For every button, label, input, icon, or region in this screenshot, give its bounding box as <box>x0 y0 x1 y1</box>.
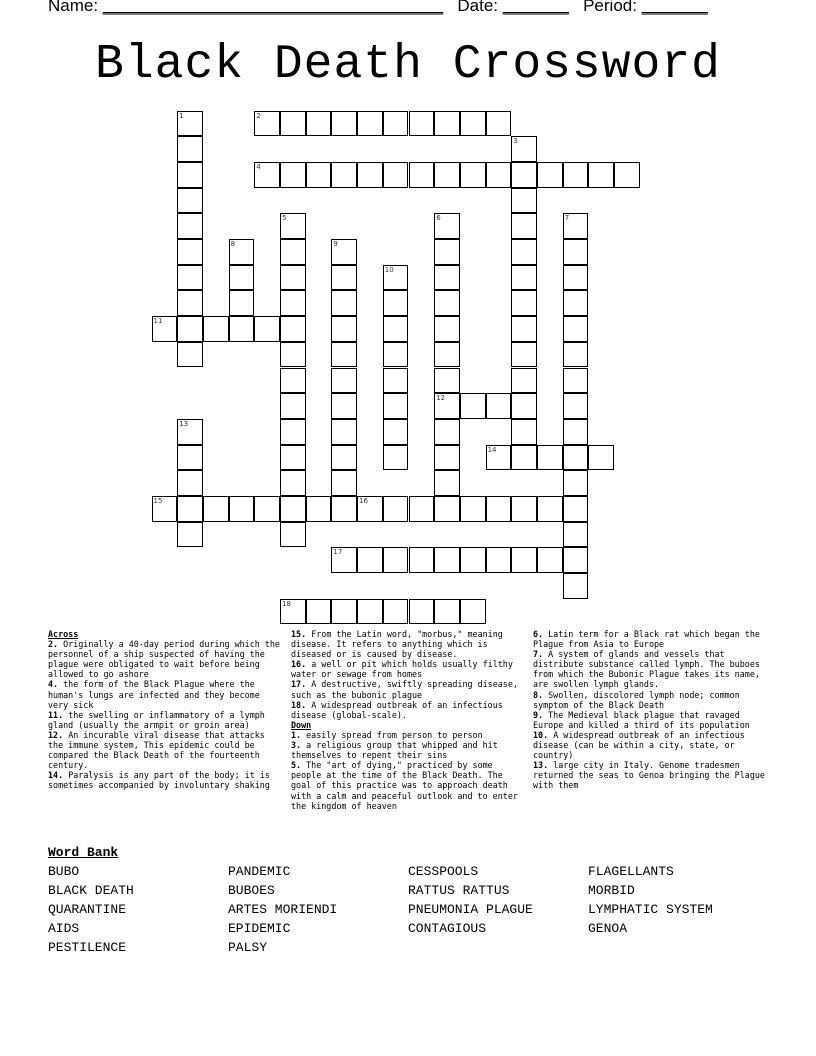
crossword-cell[interactable] <box>280 393 306 419</box>
crossword-cell[interactable] <box>331 111 357 137</box>
crossword-cell[interactable] <box>177 162 203 188</box>
crossword-cell[interactable] <box>409 162 435 188</box>
crossword-cell[interactable] <box>537 547 563 573</box>
crossword-cell[interactable] <box>588 445 614 471</box>
crossword-cell[interactable] <box>511 188 537 214</box>
clue-number: 13. <box>533 760 549 771</box>
crossword-cell[interactable] <box>511 290 537 316</box>
crossword-cell[interactable] <box>331 265 357 291</box>
crossword-cell[interactable] <box>434 599 460 625</box>
cell-number: 5 <box>282 214 287 223</box>
crossword-cell[interactable] <box>563 547 589 573</box>
word-bank-item: ARTES MORIENDI <box>228 902 338 917</box>
crossword-cell[interactable] <box>254 496 280 522</box>
crossword-cell[interactable] <box>280 470 306 496</box>
crossword-cell[interactable] <box>486 162 512 188</box>
crossword-cell[interactable] <box>331 419 357 445</box>
clue-number: 11. <box>48 709 64 720</box>
crossword-cell[interactable] <box>460 496 486 522</box>
across-heading: Across <box>48 629 79 639</box>
clue-across-18 <box>291 700 523 720</box>
crossword-cell[interactable] <box>434 290 460 316</box>
crossword-cell[interactable] <box>563 522 589 548</box>
clue-text: Originally a 40-day period during which the personnel of a ship suspected of having the plague were obligated to wait before being allowed to go ashore <box>48 639 280 680</box>
cell-number: 7 <box>564 214 570 223</box>
clue-text: A destructive, swiftly spreading disease, such as the bubonic plague <box>291 679 518 700</box>
crossword-cell[interactable] <box>254 162 280 188</box>
crossword-cell[interactable] <box>383 547 409 573</box>
cell-number: 8 <box>230 240 236 248</box>
page-title: Black Death Crossword <box>95 38 721 92</box>
crossword-cell[interactable] <box>434 239 460 265</box>
clue-number: 12. <box>48 729 64 740</box>
crossword-cell[interactable] <box>460 111 486 137</box>
clue-number: 9. <box>533 709 544 720</box>
crossword-cell[interactable] <box>563 419 589 445</box>
word-bank-item: QUARANTINE <box>48 902 127 917</box>
word-bank-item: PALSY <box>228 940 268 955</box>
crossword-cell[interactable] <box>177 188 203 214</box>
word-bank-item: BUBO <box>48 864 80 879</box>
crossword-cell[interactable] <box>383 316 409 342</box>
clue-text: a well or pit which holds usually filthy water or sewage from homes <box>291 659 513 680</box>
crossword-cell[interactable] <box>409 547 435 573</box>
cell-number: 6 <box>436 214 441 223</box>
cell-number: 10 <box>384 265 394 274</box>
clue-down-5 <box>291 760 523 810</box>
crossword-cell[interactable] <box>563 316 589 342</box>
crossword-cell[interactable] <box>511 393 537 419</box>
clue-text: easily spread from person to person <box>306 729 483 740</box>
crossword-cell[interactable] <box>511 162 537 188</box>
crossword-cell[interactable] <box>563 239 589 265</box>
clues-column-3 <box>533 629 768 791</box>
crossword-cell[interactable] <box>177 265 203 291</box>
crossword-cell[interactable] <box>331 162 357 188</box>
crossword-cell[interactable] <box>383 162 409 188</box>
crossword-cell[interactable] <box>460 547 486 573</box>
crossword-cell[interactable] <box>254 111 280 137</box>
crossword-cell[interactable] <box>177 111 203 137</box>
crossword-cell[interactable] <box>280 316 306 342</box>
crossword-cell[interactable] <box>486 445 512 471</box>
clue-text: A system of glands and vessels that distribute substance called lymph. The buboes from which the Bubonic Plague takes its name, are swollen lymph glands. <box>533 649 760 690</box>
crossword-cell[interactable] <box>563 573 589 599</box>
crossword-cell[interactable] <box>331 316 357 342</box>
cell-number: 1 <box>179 111 184 120</box>
crossword-cell[interactable] <box>511 445 537 471</box>
crossword-cell[interactable] <box>511 136 537 162</box>
crossword-cell[interactable] <box>563 265 589 291</box>
cell-number: 14 <box>487 445 497 454</box>
crossword-cell[interactable] <box>486 496 512 522</box>
cell-number: 2 <box>256 111 261 120</box>
clue-number: 1. <box>291 729 302 740</box>
down-heading: Down <box>291 719 312 730</box>
word-bank-item: PNEUMONIA PLAGUE <box>408 902 533 917</box>
clue-text: the form of the Black Plague where the human's lungs are infected and they become very sick <box>48 679 260 710</box>
crossword-cell[interactable] <box>229 290 255 316</box>
clues-column-1 <box>48 629 280 791</box>
crossword-cell[interactable] <box>177 316 203 342</box>
crossword-cell[interactable] <box>331 445 357 471</box>
clue-number: 14. <box>48 770 64 781</box>
clue-across-4 <box>48 679 280 709</box>
crossword-cell[interactable] <box>511 316 537 342</box>
crossword-cell[interactable] <box>177 342 203 368</box>
crossword-cell[interactable] <box>177 470 203 496</box>
cell-number: 15 <box>153 497 163 505</box>
clue-text: The "art of dying," practiced by some people at the time of the Black Death. The goal of this practice was to approach death with a calm and peaceful outlook and to enter the kingdom of heaven <box>291 760 518 811</box>
crossword-cell[interactable] <box>434 316 460 342</box>
crossword-cell[interactable] <box>357 162 383 188</box>
clue-number: 2. <box>48 639 59 650</box>
cell-number: 17 <box>333 548 343 557</box>
crossword-cell[interactable] <box>511 419 537 445</box>
crossword-cell[interactable] <box>511 213 537 239</box>
cell-number: 4 <box>256 162 261 171</box>
crossword-cell[interactable] <box>357 111 383 137</box>
crossword-cell[interactable] <box>203 496 229 522</box>
crossword-cell[interactable] <box>434 393 460 419</box>
crossword-cell[interactable] <box>537 162 563 188</box>
word-bank-item: FLAGELLANTS <box>588 864 674 879</box>
crossword-cell[interactable] <box>434 342 460 368</box>
crossword-cell[interactable] <box>280 290 306 316</box>
word-bank-item: BUBOES <box>228 883 275 898</box>
cell-number: 11 <box>153 317 163 326</box>
clue-number: 15. <box>291 629 307 639</box>
crossword-cell[interactable] <box>434 368 460 394</box>
cell-number: 16 <box>359 497 369 505</box>
crossword-cell[interactable] <box>383 290 409 316</box>
crossword-cell[interactable] <box>460 393 486 419</box>
crossword-cell[interactable] <box>563 162 589 188</box>
crossword-cell[interactable] <box>434 111 460 137</box>
clue-text: Latin term for a Black rat which began the Plague from Asia to Europe <box>533 629 760 650</box>
word-bank-item: AIDS <box>48 921 80 936</box>
word-bank-item: LYMPHATIC SYSTEM <box>588 902 713 917</box>
crossword-cell[interactable] <box>563 213 589 239</box>
crossword-cell[interactable] <box>331 470 357 496</box>
crossword-cell[interactable] <box>229 316 255 342</box>
crossword-cell[interactable] <box>383 496 409 522</box>
crossword-cell[interactable] <box>306 162 332 188</box>
clue-text: A widespread outbreak of an infectious disease (global-scale). <box>291 699 503 720</box>
clue-text: A widespread outbreak of an infectious disease (can be within a city, state, or country) <box>533 729 745 761</box>
clue-number: 7. <box>533 649 544 660</box>
crossword-cell[interactable] <box>177 522 203 548</box>
crossword-cell[interactable] <box>434 162 460 188</box>
crossword-cell[interactable] <box>331 239 357 265</box>
crossword-cell[interactable] <box>177 213 203 239</box>
word-bank-item: GENOA <box>588 921 628 936</box>
crossword-cell[interactable] <box>152 316 178 342</box>
crossword-cell[interactable] <box>203 316 229 342</box>
crossword-cell[interactable] <box>306 496 332 522</box>
crossword-cell[interactable] <box>563 445 589 471</box>
crossword-cell[interactable] <box>280 213 306 239</box>
crossword-cell[interactable] <box>486 111 512 137</box>
crossword-cell[interactable] <box>254 316 280 342</box>
crossword-cell[interactable] <box>434 496 460 522</box>
clue-across-16 <box>291 659 523 679</box>
cell-number: 9 <box>333 240 338 248</box>
crossword-cell[interactable] <box>177 445 203 471</box>
clue-number: 4. <box>48 679 59 690</box>
clue-text: Paralysis is any part of the body; it is sometimes accompanied by involuntary shaking <box>48 770 270 791</box>
name-label: Name: <box>48 0 99 15</box>
clue-number: 6. <box>533 629 544 639</box>
crossword-cell[interactable] <box>357 547 383 573</box>
crossword-cell[interactable] <box>434 419 460 445</box>
crossword-cell[interactable] <box>280 496 306 522</box>
crossword-cell[interactable] <box>511 265 537 291</box>
crossword-cell[interactable] <box>614 162 640 188</box>
clue-number: 5. <box>291 760 302 771</box>
name-field[interactable]: ____________________________________ <box>102 0 444 15</box>
clue-text: large city in Italy. Genome tradesmen returned the seas to Genoa bringing the Plague with them <box>533 760 765 791</box>
clue-number: 17. <box>291 679 307 690</box>
crossword-cell[interactable] <box>280 342 306 368</box>
word-bank-title: Word Bank <box>48 845 119 860</box>
crossword-cell[interactable] <box>383 111 409 137</box>
word-bank-item: EPIDEMIC <box>228 921 291 936</box>
crossword-cell[interactable] <box>486 547 512 573</box>
word-bank-item: MORBID <box>588 883 635 898</box>
clue-text: Swollen, discolored lymph node; common symptom of the Black Death <box>533 689 740 710</box>
clue-across-14 <box>48 770 280 790</box>
crossword-cell[interactable] <box>383 265 409 291</box>
clue-down-13 <box>533 760 768 790</box>
clue-across-15 <box>291 629 523 659</box>
crossword-cell[interactable] <box>511 368 537 394</box>
word-bank-item: CONTAGIOUS <box>408 921 487 936</box>
clue-number: 18. <box>291 699 307 710</box>
crossword-cell[interactable] <box>486 393 512 419</box>
clue-text: a religious group that whipped and hit themselves to repent their sins <box>291 740 498 761</box>
crossword-cell[interactable] <box>331 368 357 394</box>
crossword-cell[interactable] <box>331 290 357 316</box>
clue-across-17 <box>291 679 523 699</box>
clue-text: An incurable viral disease that attacks the immune system, This epidemic could be compared the Black Death of the fourteenth century. <box>48 729 265 771</box>
crossword-cell[interactable] <box>434 445 460 471</box>
crossword-cell[interactable] <box>331 496 357 522</box>
crossword-cell[interactable] <box>563 496 589 522</box>
crossword-cell[interactable] <box>280 419 306 445</box>
crossword-cell[interactable] <box>331 342 357 368</box>
crossword-cell[interactable] <box>563 290 589 316</box>
crossword-cell[interactable] <box>357 599 383 625</box>
clue-across-2 <box>48 639 280 679</box>
crossword-cell[interactable] <box>409 496 435 522</box>
crossword-cell[interactable] <box>511 547 537 573</box>
word-bank-item: PANDEMIC <box>228 864 291 879</box>
crossword-cell[interactable] <box>460 599 486 625</box>
word-bank-item: RATTUS RATTUS <box>408 883 510 898</box>
clue-number: 10. <box>533 729 549 740</box>
period-label: Period: <box>583 0 637 15</box>
crossword-cell[interactable] <box>588 162 614 188</box>
clue-down-1 <box>291 730 523 740</box>
crossword-cell[interactable] <box>357 496 383 522</box>
crossword-cell[interactable] <box>280 522 306 548</box>
crossword-cell[interactable] <box>229 239 255 265</box>
crossword-cell[interactable] <box>383 393 409 419</box>
clue-down-9 <box>533 710 768 730</box>
date-field[interactable]: _______ <box>502 0 569 15</box>
crossword-cell[interactable] <box>409 599 435 625</box>
crossword-cell[interactable] <box>383 445 409 471</box>
crossword-cell[interactable] <box>280 239 306 265</box>
crossword-cell[interactable] <box>306 599 332 625</box>
crossword-cell[interactable] <box>280 599 306 625</box>
crossword-cell[interactable] <box>280 265 306 291</box>
crossword-cell[interactable] <box>152 496 178 522</box>
crossword-cell[interactable] <box>511 342 537 368</box>
crossword-cell[interactable] <box>511 496 537 522</box>
clue-text: From the Latin word, "morbus," meaning disease. It refers to anything which is diseased or is caused by disease. <box>291 629 503 660</box>
crossword-cell[interactable] <box>306 111 332 137</box>
clue-down-7 <box>533 649 768 689</box>
crossword-cell[interactable] <box>563 393 589 419</box>
crossword-cell[interactable] <box>383 342 409 368</box>
crossword-cell[interactable] <box>331 547 357 573</box>
clue-number: 3. <box>291 740 302 751</box>
crossword-cell[interactable] <box>177 419 203 445</box>
crossword-cell[interactable] <box>537 445 563 471</box>
crossword-cell[interactable] <box>229 496 255 522</box>
crossword-cell[interactable] <box>434 213 460 239</box>
crossword-cell[interactable] <box>434 265 460 291</box>
crossword-cell[interactable] <box>280 111 306 137</box>
cell-number: 12 <box>436 394 446 403</box>
clue-down-6 <box>533 629 768 649</box>
clue-across-12 <box>48 730 280 770</box>
clue-down-8 <box>533 690 768 710</box>
crossword-cell[interactable] <box>177 136 203 162</box>
period-field[interactable]: _______ <box>641 0 708 15</box>
crossword-cell[interactable] <box>460 162 486 188</box>
clue-text: the swelling or inflammatory of a lymph gland (usually the armpit or groin area) <box>48 709 265 730</box>
date-label: Date: <box>457 0 498 15</box>
crossword-cell[interactable] <box>280 445 306 471</box>
crossword-cell[interactable] <box>331 599 357 625</box>
clue-number: 8. <box>533 689 544 700</box>
crossword-cell[interactable] <box>563 470 589 496</box>
crossword-cell[interactable] <box>511 239 537 265</box>
clue-across-11 <box>48 710 280 730</box>
cell-number: 13 <box>179 419 189 428</box>
crossword-cell[interactable] <box>280 162 306 188</box>
crossword-cell[interactable] <box>177 239 203 265</box>
clue-down-10 <box>533 730 768 760</box>
word-bank-item: CESSPOOLS <box>408 864 479 879</box>
crossword-cell[interactable] <box>409 111 435 137</box>
clue-text: The Medieval black plague that ravaged Europe and killed a third of its population <box>533 709 750 730</box>
crossword-cell[interactable] <box>563 342 589 368</box>
clues-column-2 <box>291 629 523 811</box>
crossword-cell[interactable] <box>383 368 409 394</box>
clue-down-3 <box>291 740 523 760</box>
crossword-cell[interactable] <box>280 368 306 394</box>
crossword-cell[interactable] <box>563 368 589 394</box>
crossword-cell[interactable] <box>383 419 409 445</box>
crossword-cell[interactable] <box>434 470 460 496</box>
crossword-cell[interactable] <box>434 547 460 573</box>
cell-number: 3 <box>513 137 518 146</box>
crossword-cell[interactable] <box>177 290 203 316</box>
crossword-cell[interactable] <box>229 265 255 291</box>
word-bank-item: PESTILENCE <box>48 940 127 955</box>
crossword-cell[interactable] <box>177 496 203 522</box>
clue-number: 16. <box>291 659 307 670</box>
crossword-cell[interactable] <box>383 599 409 625</box>
crossword-cell[interactable] <box>537 496 563 522</box>
cell-number: 18 <box>282 599 291 608</box>
crossword-cell[interactable] <box>331 393 357 419</box>
word-bank-item: BLACK DEATH <box>48 883 134 898</box>
